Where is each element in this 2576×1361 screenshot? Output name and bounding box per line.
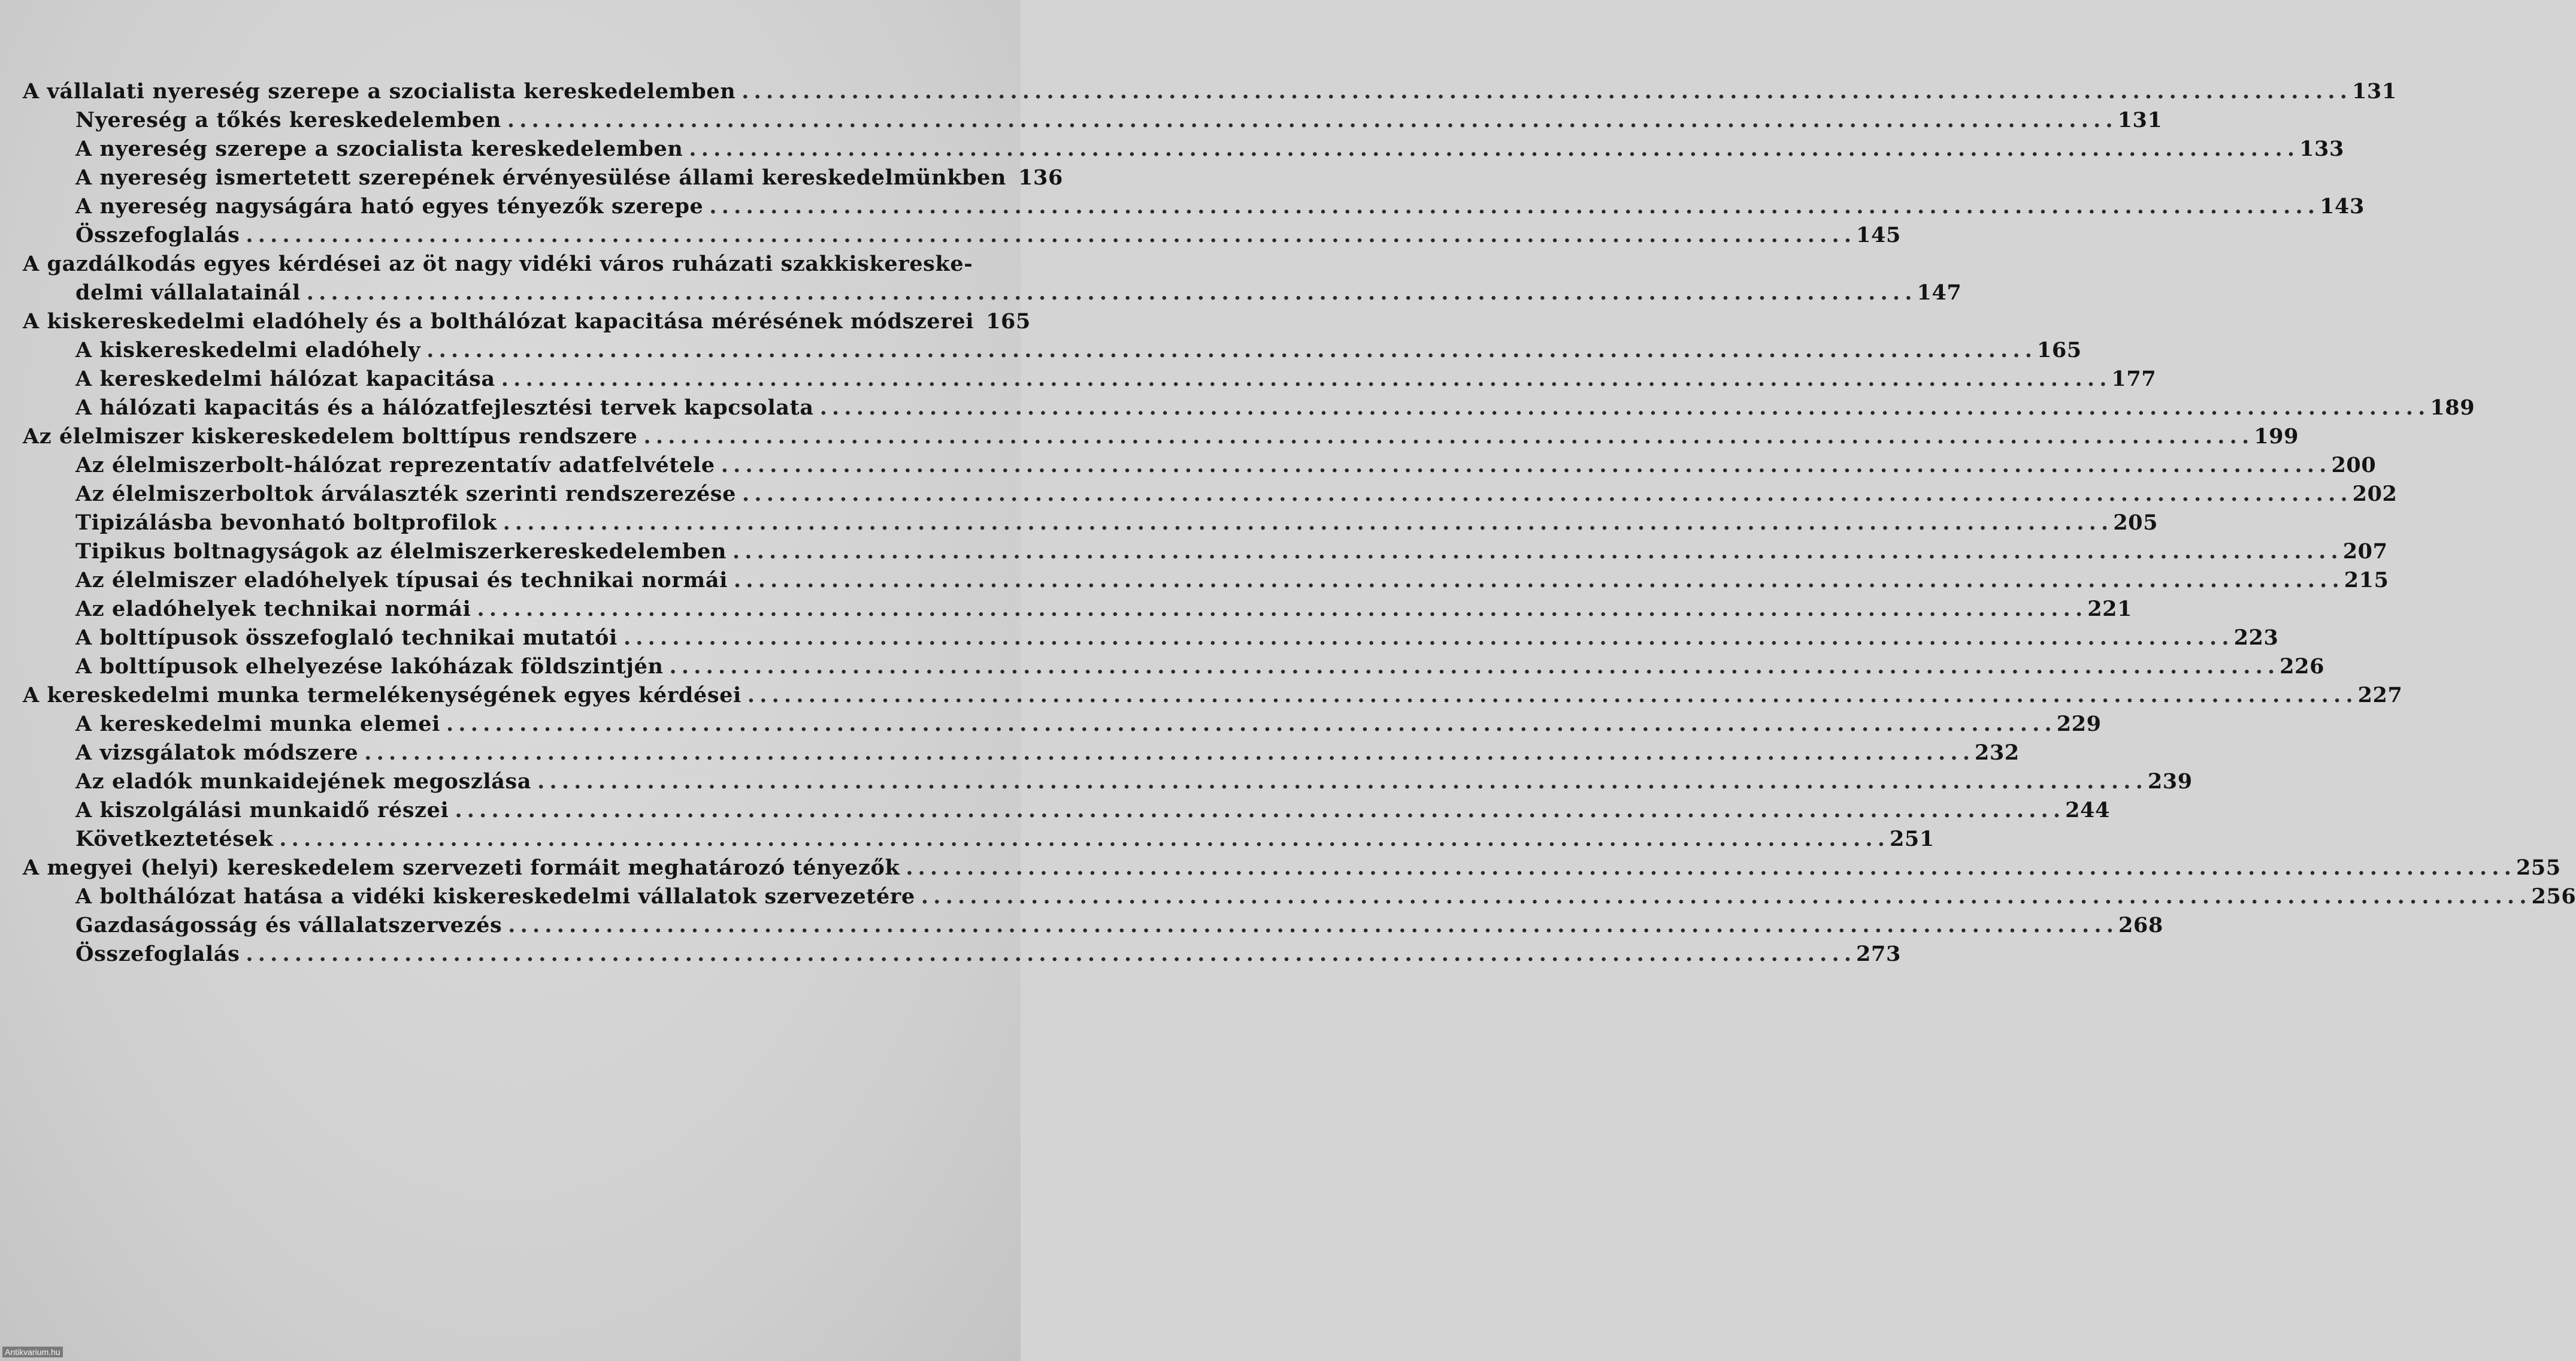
toc-title: Összefoglalás bbox=[75, 223, 240, 247]
toc-page-number: 251 bbox=[1889, 827, 1935, 851]
toc-title: Gazdaságosság és vállalatszervezés bbox=[75, 913, 503, 937]
toc-page-number: 255 bbox=[2516, 855, 2561, 880]
toc-title: A bolthálózat hatása a vidéki kiskereskedelmi vállalatok szervezetére bbox=[75, 884, 915, 909]
toc-page-number: 177 bbox=[2111, 367, 2157, 391]
toc-page-number: 133 bbox=[2299, 137, 2344, 161]
dot-leader bbox=[246, 223, 1850, 247]
toc-title: A kiskereskedelmi eladóhely bbox=[75, 338, 421, 362]
toc-section bbox=[23, 137, 2344, 165]
toc-title: A nyereség szerepe a szocialista kereskedelemben bbox=[75, 137, 683, 161]
toc-section bbox=[23, 625, 2279, 654]
toc-page-number: 189 bbox=[2430, 395, 2475, 420]
table-of-contents bbox=[23, 79, 2576, 970]
toc-page-number: 199 bbox=[2254, 424, 2299, 449]
toc-title: Az eladóhelyek technikai normái bbox=[75, 597, 471, 621]
toc-section bbox=[23, 453, 2377, 482]
dot-leader bbox=[477, 597, 2082, 621]
dot-leader bbox=[742, 482, 2347, 506]
dot-leader bbox=[246, 942, 1850, 966]
dot-leader bbox=[732, 539, 2337, 564]
toc-page-number: 227 bbox=[2357, 683, 2403, 707]
toc-page-number: 221 bbox=[2087, 597, 2133, 621]
toc-title: Az élelmiszerboltok árválaszték szerinti rendszerezése bbox=[75, 482, 736, 506]
toc-page-number: 165 bbox=[986, 309, 1031, 334]
toc-section bbox=[23, 942, 1901, 970]
toc-chapter bbox=[23, 252, 988, 280]
toc-title: Az élelmiszer kiskereskedelem bolttípus rendszere bbox=[23, 424, 638, 449]
dot-leader bbox=[623, 625, 2228, 650]
dot-leader bbox=[921, 884, 2526, 909]
toc-page-number: 268 bbox=[2118, 913, 2163, 937]
toc-page-number: 131 bbox=[2351, 79, 2397, 104]
toc-section bbox=[23, 280, 1962, 309]
toc-page-number: 202 bbox=[2352, 482, 2398, 506]
toc-chapter bbox=[23, 855, 2561, 884]
toc-section bbox=[23, 769, 2193, 798]
dot-leader bbox=[741, 79, 2346, 104]
toc-section bbox=[23, 798, 2110, 827]
toc-title: Következtetések bbox=[75, 827, 274, 851]
toc-page-number: 273 bbox=[1856, 942, 1901, 966]
toc-section bbox=[23, 654, 2325, 683]
dot-leader bbox=[670, 654, 2274, 679]
toc-chapter bbox=[23, 79, 2397, 108]
toc-page-number: 147 bbox=[1917, 280, 1962, 305]
toc-title: A kereskedelmi hálózat kapacitása bbox=[75, 367, 495, 391]
toc-section bbox=[23, 712, 2102, 740]
toc-page-number: 143 bbox=[2320, 194, 2365, 219]
dot-leader bbox=[501, 367, 2106, 391]
toc-title: Az élelmiszer eladóhelyek típusai és technikai normái bbox=[75, 568, 728, 592]
toc-section bbox=[23, 367, 2157, 395]
toc-page-number: 136 bbox=[1018, 165, 1063, 190]
toc-title: A kiszolgálási munkaidő részei bbox=[75, 798, 449, 822]
toc-section bbox=[23, 108, 2163, 137]
dot-leader bbox=[446, 712, 2051, 736]
toc-title: A nyereség nagyságára ható egyes tényezők szerepe bbox=[75, 194, 704, 219]
dot-leader bbox=[279, 827, 1884, 851]
toc-title: Az élelmiszerbolt-hálózat reprezentatív adatfelvétele bbox=[75, 453, 715, 477]
toc-title: A bolttípusok összefoglaló technikai mutatói bbox=[75, 625, 617, 650]
toc-title: A hálózati kapacitás és a hálózatfejlesztési tervek kapcsolata bbox=[75, 395, 814, 420]
toc-page-number: 165 bbox=[2036, 338, 2082, 362]
toc-section bbox=[23, 884, 2576, 913]
toc-section bbox=[23, 165, 1063, 194]
toc-section bbox=[23, 740, 2020, 769]
toc-section bbox=[23, 395, 2475, 424]
toc-page-number: 223 bbox=[2233, 625, 2279, 650]
toc-title: A nyereség ismertetett szerepének érvényesülése állami kereskedelmünkben bbox=[75, 165, 1007, 190]
toc-page-number: 256 bbox=[2531, 884, 2576, 909]
dot-leader bbox=[537, 769, 2142, 794]
toc-title: delmi vállalatainál bbox=[75, 280, 301, 305]
toc-section bbox=[23, 223, 1901, 252]
dot-leader bbox=[734, 568, 2338, 592]
toc-title: Tipizálásba bevonható boltprofilok bbox=[75, 510, 497, 535]
toc-page-number: 232 bbox=[1974, 740, 2020, 765]
toc-page-number: 229 bbox=[2056, 712, 2102, 736]
toc-title: A kiskereskedelmi eladóhely és a bolthálózat kapacitása mérésének módszerei bbox=[23, 309, 974, 334]
toc-title: A kereskedelmi munka elemei bbox=[75, 712, 441, 736]
dot-leader bbox=[906, 855, 2510, 880]
toc-section bbox=[23, 539, 2388, 568]
toc-title: A bolttípusok elhelyezése lakóházak földszintjén bbox=[75, 654, 664, 679]
toc-page-number: 131 bbox=[2117, 108, 2163, 132]
toc-section bbox=[23, 482, 2398, 510]
toc-title: A vállalati nyereség szerepe a szocialista kereskedelemben bbox=[23, 79, 736, 104]
toc-title: A kereskedelmi munka termelékenységének egyes kérdései bbox=[23, 683, 741, 707]
toc-page-number: 145 bbox=[1856, 223, 1901, 247]
dot-leader bbox=[307, 280, 1911, 305]
dot-leader bbox=[426, 338, 2031, 362]
dot-leader bbox=[503, 510, 2108, 535]
toc-chapter bbox=[23, 683, 2403, 712]
toc-page-number: 215 bbox=[2344, 568, 2389, 592]
toc-title: Összefoglalás bbox=[75, 942, 240, 966]
toc-section bbox=[23, 568, 2389, 597]
toc-page-number: 226 bbox=[2280, 654, 2325, 679]
toc-title: Tipikus boltnagyságok az élelmiszerkereskedelemben bbox=[75, 539, 727, 564]
dot-leader bbox=[364, 740, 1969, 765]
dot-leader bbox=[644, 424, 2248, 449]
toc-title: A vizsgálatok módszere bbox=[75, 740, 359, 765]
toc-section bbox=[23, 597, 2133, 625]
toc-section bbox=[23, 913, 2163, 942]
toc-page-number: 207 bbox=[2342, 539, 2388, 564]
watermark: Antikvarium.hu bbox=[2, 1347, 63, 1357]
dot-leader bbox=[709, 194, 2314, 219]
toc-section bbox=[23, 827, 1935, 855]
dot-leader bbox=[721, 453, 2326, 477]
toc-page-number: 200 bbox=[2331, 453, 2377, 477]
dot-leader bbox=[507, 108, 2112, 132]
dot-leader bbox=[455, 798, 2059, 822]
dot-leader bbox=[508, 913, 2112, 937]
dot-leader bbox=[689, 137, 2293, 161]
toc-chapter bbox=[23, 424, 2299, 453]
toc-title: A gazdálkodás egyes kérdései az öt nagy vidéki város ruházati szakkiskereske- bbox=[23, 252, 973, 276]
toc-section bbox=[23, 194, 2365, 223]
toc-page-number: 239 bbox=[2147, 769, 2193, 794]
dot-leader bbox=[747, 683, 2352, 707]
toc-title: Nyereség a tőkés kereskedelemben bbox=[75, 108, 501, 132]
toc-section bbox=[23, 510, 2159, 539]
toc-page-number: 244 bbox=[2065, 798, 2110, 822]
toc-chapter bbox=[23, 309, 1031, 338]
dot-leader bbox=[820, 395, 2424, 420]
toc-title: A megyei (helyi) kereskedelem szervezeti formáit meghatározó tényezők bbox=[23, 855, 900, 880]
toc-section bbox=[23, 338, 2082, 367]
toc-page-number: 205 bbox=[2113, 510, 2159, 535]
toc-title: Az eladók munkaidejének megoszlása bbox=[75, 769, 532, 794]
